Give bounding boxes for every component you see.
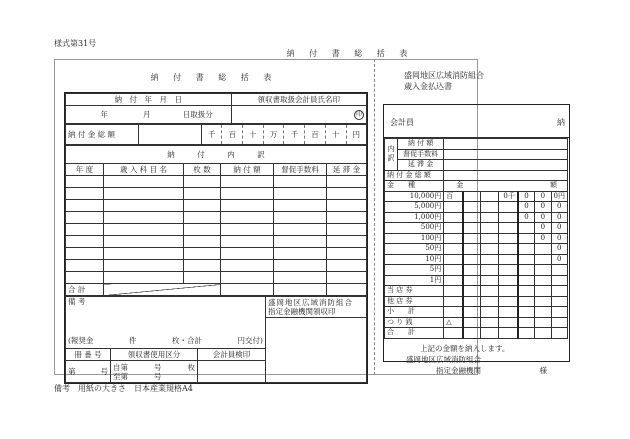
col-late-charge: 延 滞 金 [327, 164, 367, 176]
payment-label: 納 [557, 118, 565, 127]
cashier-seal-field[interactable] [231, 106, 366, 124]
accountant-label: 会計員 [390, 118, 414, 127]
table-row[interactable] [66, 200, 367, 212]
denomination-row[interactable]: 50円 0 [385, 244, 568, 255]
breakdown-item: 延 滞 金 [397, 160, 443, 171]
digit-unit: 円 [346, 125, 366, 144]
date-header: 納 付 年 月 日 [66, 94, 232, 106]
footer-note: 備考 用紙の大きさ 日本産業規格A4 [54, 384, 193, 393]
total-amount-blank [139, 125, 202, 145]
change-row[interactable]: つ り 銭 △ [385, 317, 568, 328]
breakdown-item: 納 付 額 [397, 139, 443, 150]
total-row-label: 合 計 [66, 284, 104, 296]
table-row[interactable] [66, 224, 367, 236]
table-row[interactable] [66, 212, 367, 224]
form-name: 歳入金払込書 [404, 82, 452, 91]
total-amount-digits[interactable] [202, 125, 367, 145]
bank-receipt-stamp[interactable] [266, 297, 367, 383]
right-panel-header [376, 70, 576, 92]
receipt-range-field[interactable]: 自第 号 枚 至第 号 [111, 361, 198, 383]
payment-slip [383, 104, 570, 375]
table-row[interactable] [66, 176, 367, 188]
denomination-row[interactable]: 1,000円 0 0 0 [385, 212, 568, 223]
total-amount-value[interactable] [444, 170, 568, 181]
denomination-header: 金 種 [385, 181, 444, 192]
digit-unit: 万 [263, 125, 284, 144]
document-title: 納 付 書 総 括 表 [286, 49, 414, 58]
remarks-label: 備 考 [68, 297, 86, 306]
statement: 上記の金額を納入します。 [420, 343, 510, 353]
denomination-table [384, 138, 568, 339]
denomination-row[interactable]: 100円 0 0 [385, 233, 568, 244]
table-row[interactable] [66, 248, 367, 260]
breakdown-value[interactable] [444, 139, 568, 150]
bank-label: 指定金融機関 [436, 365, 481, 375]
breakdown-title: 納 付 内 訳 [66, 146, 367, 164]
table-row[interactable] [66, 260, 367, 272]
table-row[interactable] [66, 188, 367, 200]
reward-line: (報奨金 件 枚・合計 円交付) [68, 336, 263, 345]
honorific: 様 [539, 365, 547, 375]
breakdown-value[interactable] [444, 160, 568, 171]
digit-unit: 千 [202, 125, 222, 144]
date-field[interactable] [66, 106, 232, 124]
remarks-field[interactable] [66, 297, 266, 349]
seal-icon: 印 [355, 111, 362, 118]
grand-total-row[interactable]: 合 計 [385, 328, 568, 339]
form-number: 様式第31号 [54, 39, 97, 48]
denomination-row[interactable]: 当 店 券 [385, 286, 568, 297]
accountant-check-header: 会計員検印 [198, 349, 266, 361]
table-row[interactable] [66, 236, 367, 248]
breakdown-group-label: 内訳 [385, 139, 398, 171]
denomination-row[interactable]: 5円 [385, 265, 568, 276]
denomination-row[interactable]: 5,000円 0 0 0 [385, 202, 568, 213]
total-amount-label: 納 付 金 総 額 [66, 125, 139, 145]
col-payment-amount: 納 付 額 [221, 164, 274, 176]
book-number-field[interactable]: 第 号 [66, 361, 111, 383]
total-row[interactable] [66, 284, 367, 296]
digit-unit: 十 [243, 125, 264, 144]
total-amount-label: 納 付 金 総 額 [385, 170, 444, 181]
col-sheet-count: 枚 数 [184, 164, 221, 176]
total-diagonal [104, 284, 221, 296]
receipt-usage-header: 領収書使用区分 [111, 349, 198, 361]
perforation-divider [374, 59, 375, 375]
accountant-row [384, 105, 569, 138]
org-name: 盛岡地区広域消防組合 [404, 71, 484, 80]
bank-receipt-label: 指定金融機関領収印 [268, 307, 336, 316]
subtotal-row[interactable]: 小 計 [385, 307, 568, 318]
slip-org-name: 盛岡地区広域消防組合 [406, 354, 481, 364]
denomination-row[interactable]: 10,000円 百 0千 0 0 0円 [385, 191, 568, 202]
book-number-header: 冊 番 号 [66, 349, 111, 361]
slip-footer [384, 339, 569, 376]
left-panel-title: 納 付 書 総 括 表 [150, 73, 278, 82]
triangle-icon: △ [444, 317, 463, 328]
digit-unit: 百 [222, 125, 243, 144]
bank-receipt-org: 盛岡地区広域消防組合 [268, 298, 353, 307]
breakdown-value[interactable] [444, 149, 568, 160]
cashier-header: 領収書取扱会計員氏名印 [231, 94, 366, 106]
amount-header: 金 額 [444, 181, 568, 192]
col-fiscal-year: 年 度 [66, 164, 104, 176]
denomination-row[interactable]: 500円 0 0 [385, 223, 568, 234]
year-label: 年 [100, 109, 108, 119]
digit-unit: 十 [325, 125, 346, 144]
col-revenue-item: 歳 入 科 目 名 [104, 164, 184, 176]
denomination-row[interactable]: 10円 0 [385, 254, 568, 265]
summary-table [64, 92, 368, 384]
month-label: 月 [142, 109, 151, 119]
col-reminder-fee: 督促手数料 [274, 164, 327, 176]
breakdown-item: 督促手数料 [397, 149, 443, 160]
day-handled-label: 日取扱分 [182, 109, 213, 119]
accountant-check-field[interactable] [198, 361, 266, 383]
digit-unit: 千 [284, 125, 305, 144]
denomination-row[interactable]: 他 店 券 [385, 296, 568, 307]
digit-unit: 百 [305, 125, 326, 144]
table-row[interactable] [66, 272, 367, 284]
denomination-row[interactable]: 1円 [385, 275, 568, 286]
